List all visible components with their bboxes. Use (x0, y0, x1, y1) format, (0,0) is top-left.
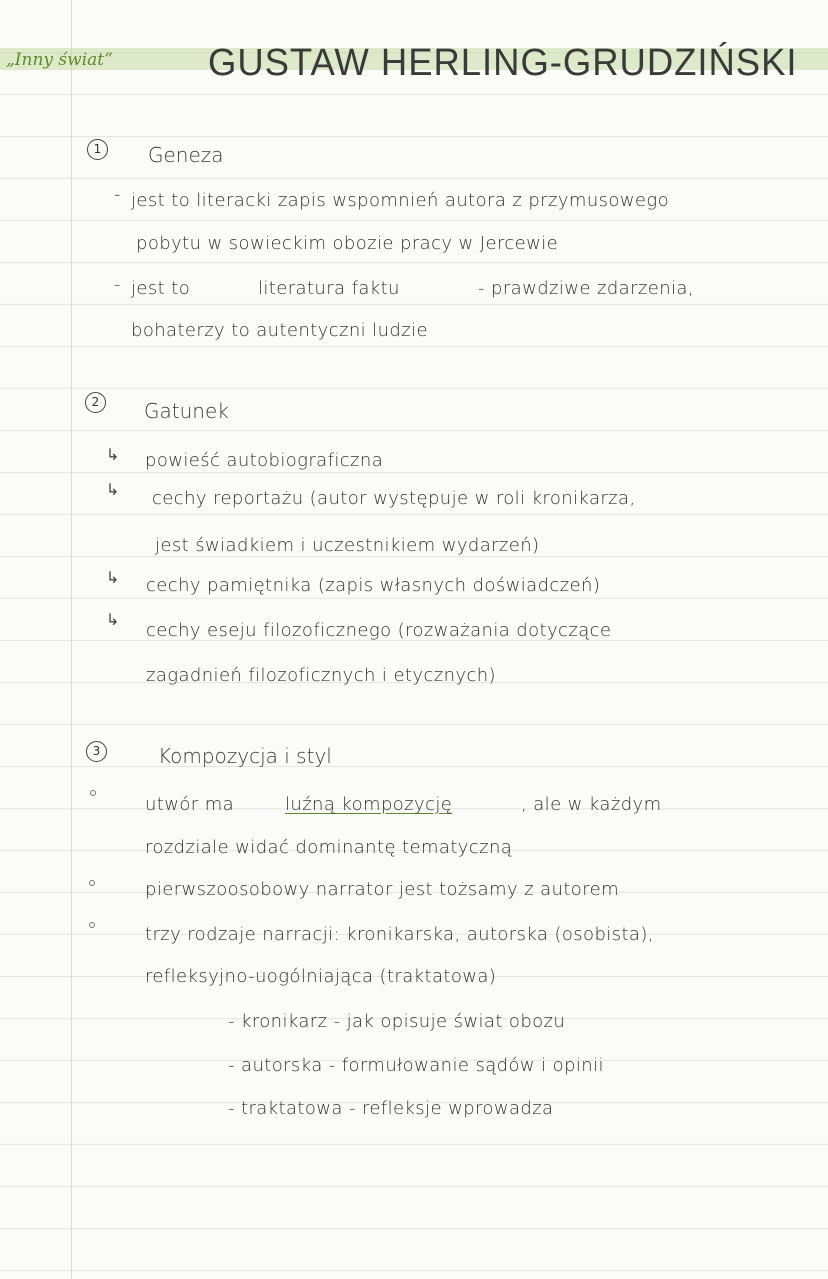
arrow-icon: ↳ (106, 445, 120, 464)
note-line: jest świadkiem i uczestnikiem wydarzeń) (155, 535, 540, 556)
note-line: pobytu w sowieckim obozie pracy w Jercewie (136, 233, 559, 254)
note-term: literatura faktu (258, 278, 400, 299)
note-line: cechy reportażu (autor występuje w roli kronikarza, (152, 488, 636, 509)
margin-line (71, 0, 72, 1279)
note-line: trzy rodzaje narracji: kronikarska, autorska (osobista), (145, 924, 654, 945)
note-line: cechy eseju filozoficznego (rozważania dotyczące (146, 620, 612, 641)
note-line: utwór ma (145, 794, 235, 815)
note-line: cechy pamiętnika (zapis własnych doświadczeń) (146, 575, 601, 596)
bullet-icon (89, 880, 95, 886)
book-title: „Inny świat” (6, 50, 113, 70)
arrow-icon: ↳ (106, 568, 120, 587)
note-line: - traktatowa - refleksje wprowadza (228, 1098, 554, 1119)
section-number-3: 3 (86, 741, 107, 762)
note-line: , ale w każdym (521, 794, 662, 815)
note-line: zagadnień filozoficznych i etycznych) (146, 665, 496, 686)
section-heading-kompozycja: Kompozycja i styl (158, 744, 332, 768)
page-title: GUSTAW HERLING-GRUDZIŃSKI (208, 42, 798, 84)
note-line: bohaterzy to autentyczni ludzie (131, 320, 428, 341)
dash-marker: - (114, 274, 121, 295)
section-heading-gatunek: Gatunek (144, 399, 229, 423)
section-heading-geneza: Geneza (148, 143, 224, 167)
note-line: jest to literacki zapis wspomnień autora z przymusowego (131, 190, 670, 211)
bullet-icon (89, 922, 95, 928)
bullet-icon (90, 790, 96, 796)
note-term: luźną kompozycję (285, 794, 453, 815)
dash-marker: - (114, 184, 121, 205)
note-line: pierwszoosobowy narrator jest tożsamy z autorem (145, 879, 620, 900)
note-term: powieść autobiograficzna (145, 450, 384, 471)
section-number-1: 1 (87, 139, 108, 160)
note-term: refleksyjno-uogólniająca (traktatowa) (145, 966, 497, 987)
section-number-2: 2 (85, 392, 106, 413)
arrow-icon: ↳ (106, 480, 120, 499)
arrow-icon: ↳ (106, 610, 120, 629)
note-line: - kronikarz - jak opisuje świat obozu (228, 1011, 566, 1032)
note-line: rozdziale widać dominantę tematyczną (145, 837, 513, 858)
note-line: - autorska - formułowanie sądów i opinii (228, 1055, 604, 1076)
note-line: - prawdziwe zdarzenia, (478, 278, 694, 299)
note-line: jest to (131, 278, 191, 299)
